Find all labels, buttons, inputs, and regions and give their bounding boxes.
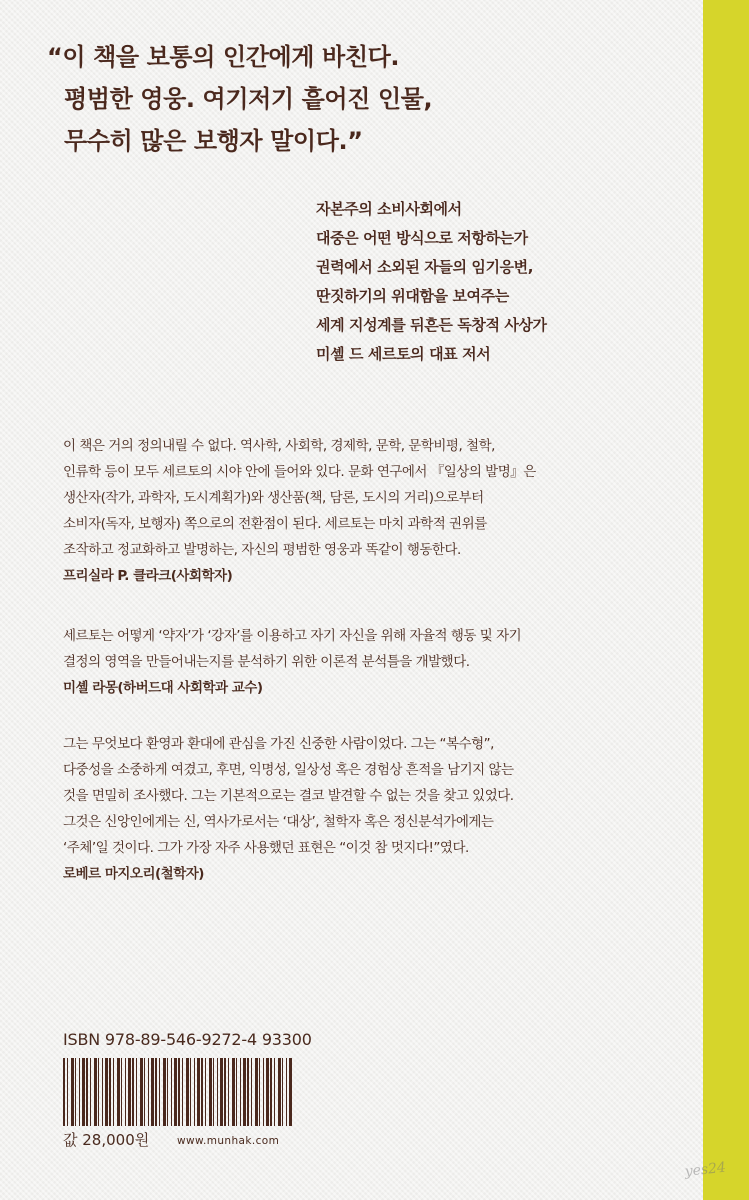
review-block xyxy=(63,433,643,589)
barcode xyxy=(63,1058,293,1126)
price-text: 값 28,000원 xyxy=(63,1131,150,1149)
blurb-line: 대중은 어떤 방식으로 저항하는가 xyxy=(316,229,528,247)
quote-line: 무수히 많은 보행자 말이다.” xyxy=(64,127,363,155)
review-block xyxy=(63,623,643,701)
quote-line: 평범한 영웅. 여기저기 흩어진 인물, xyxy=(64,85,433,113)
review-line: 소비자(독자, 보행자) 쪽으로의 전환점이 된다. 세르토는 마치 과학적 권위를 xyxy=(63,516,487,532)
review-author: 프리실라 P. 클라크(사회학자) xyxy=(63,568,233,584)
review-author: 로베르 마지오리(철학자) xyxy=(63,866,204,882)
retailer-watermark: yes24 xyxy=(684,1159,727,1180)
dedication-quote xyxy=(47,36,487,162)
blurb-line: 미셸 드 세르토의 대표 저서 xyxy=(316,345,491,363)
blurb-line: 세계 지성계를 뒤흔든 독창적 사상가 xyxy=(316,316,547,334)
review-line: 조작하고 정교화하고 발명하는, 자신의 평범한 영웅과 똑같이 행동한다. xyxy=(63,542,461,558)
review-line: 것을 면밀히 조사했다. 그는 기본적으로는 결코 발견할 수 없는 것을 찾고 있었다. xyxy=(63,788,514,804)
review-author: 미셸 라몽(하버드대 사회학과 교수) xyxy=(63,680,263,696)
blurb-line: 딴짓하기의 위대함을 보여주는 xyxy=(316,287,509,305)
quote-line: “이 책을 보통의 인간에게 바친다. xyxy=(47,43,400,71)
review-line: 생산자(작가, 과학자, 도시계획가)와 생산품(책, 담론, 도시의 거리)으로부터 xyxy=(63,490,484,506)
blurb-line: 권력에서 소외된 자들의 임기응변, xyxy=(316,258,534,276)
review-line: 그는 무엇보다 환영과 환대에 관심을 가진 신중한 사람이었다. 그는 “복수형”, xyxy=(63,736,494,752)
review-line: 결정의 영역을 만들어내는지를 분석하기 위한 이론적 분석틀을 개발했다. xyxy=(63,654,470,670)
review-line: ‘주체’일 것이다. 그가 가장 자주 사용했던 표현은 “이것 참 멋지다!”였다. xyxy=(63,840,469,856)
review-line: 이 책은 거의 정의내릴 수 없다. 역사학, 사회학, 경제학, 문학, 문학비평, 철학, xyxy=(63,438,495,454)
cover-spine-strip xyxy=(703,0,749,1200)
review-line: 세르토는 어떻게 ‘약자’가 ‘강자’를 이용하고 자기 자신을 위해 자율적 행동 및 자기 xyxy=(63,628,522,644)
publisher-website: www.munhak.com xyxy=(177,1135,280,1147)
review-line: 그것은 신앙인에게는 신, 역사가로서는 ‘대상’, 철학자 혹은 정신분석가에게는 xyxy=(63,814,494,830)
book-blurb xyxy=(316,195,646,369)
review-line: 인류학 등이 모두 세르토의 시야 안에 들어와 있다. 문화 연구에서 『일상의 발명』은 xyxy=(63,464,536,480)
blurb-line: 자본주의 소비사회에서 xyxy=(316,200,462,218)
isbn-text: ISBN 978-89-546-9272-4 93300 xyxy=(63,1030,312,1049)
review-line: 다중성을 소중하게 여겼고, 후면, 익명성, 일상성 혹은 경험상 흔적을 남기지 않는 xyxy=(63,762,514,778)
review-block xyxy=(63,731,643,887)
